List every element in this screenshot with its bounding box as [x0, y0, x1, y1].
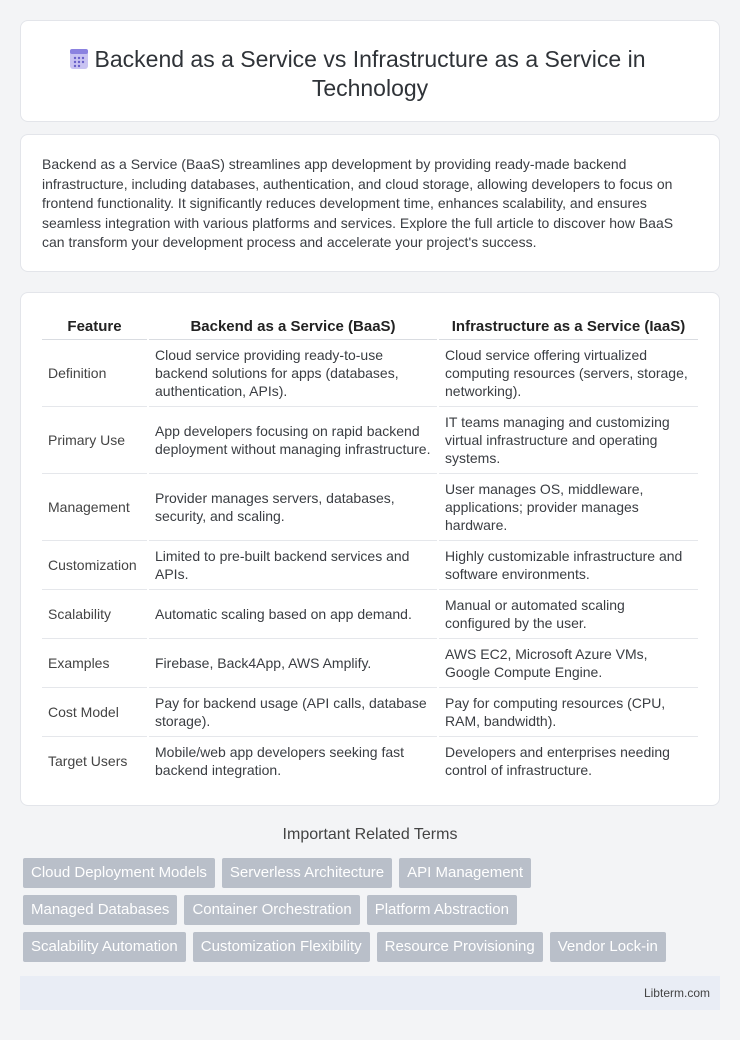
table-row — [42, 687, 698, 736]
table-row — [42, 638, 698, 687]
table-row — [42, 406, 698, 473]
iaas-cell: Pay for computing resources (CPU, RAM, bandwidth). — [438, 687, 698, 736]
baas-cell: Provider manages servers, databases, security, and scaling. — [148, 473, 438, 540]
iaas-cell: Highly customizable infrastructure and software environments. — [438, 540, 698, 589]
related-terms-title: Important Related Terms — [282, 826, 458, 843]
iaas-cell: IT teams managing and customizing virtual infrastructure and operating systems. — [438, 406, 698, 473]
related-term-tag[interactable]: Resource Provisioning — [377, 932, 543, 962]
title-card — [20, 20, 720, 122]
feature-cell: Examples — [42, 638, 148, 687]
related-term-tag[interactable]: Vendor Lock-in — [550, 932, 666, 962]
feature-cell: Cost Model — [42, 687, 148, 736]
feature-cell: Primary Use — [42, 406, 148, 473]
intro-card — [20, 134, 720, 272]
tag-row — [23, 895, 723, 925]
baas-cell: Mobile/web app developers seeking fast backend integration. — [148, 736, 438, 785]
intro-paragraph: Backend as a Service (BaaS) streamlines app development by providing ready-made backend infrastructure, including databases, authentication, and cloud storage, allowing developers to focus on frontend functionality. It significantly reduces development time, enhances scalability, and ensures seamless integration with various platforms and services. Explore the full article to discover how BaaS can transform your development process and accelerate your project's success. — [42, 156, 674, 251]
header-baas: Backend as a Service (BaaS) — [148, 315, 438, 339]
header-iaas: Infrastructure as a Service (IaaS) — [438, 315, 698, 339]
footer — [20, 976, 720, 1010]
related-term-tag[interactable]: Cloud Deployment Models — [23, 858, 215, 888]
feature-cell: Target Users — [48, 752, 128, 769]
related-term-tag[interactable]: Customization Flexibility — [193, 932, 370, 962]
comparison-table — [42, 315, 698, 785]
table-row — [42, 473, 698, 540]
baas-cell: Automatic scaling based on app demand. — [148, 589, 438, 638]
baas-cell: Pay for backend usage (API calls, database storage). — [148, 687, 438, 736]
feature-cell: Definition — [42, 339, 148, 406]
table-row — [42, 339, 698, 406]
feature-cell: Management — [42, 473, 148, 540]
baas-cell: Limited to pre-built backend services and APIs. — [148, 540, 438, 589]
iaas-cell: AWS EC2, Microsoft Azure VMs, Google Compute Engine. — [438, 638, 698, 687]
iaas-cell: Developers and enterprises needing control of infrastructure. — [438, 736, 698, 785]
related-term-tag[interactable]: Scalability Automation — [23, 932, 186, 962]
tag-row — [23, 858, 723, 888]
related-term-tag[interactable]: Serverless Architecture — [222, 858, 392, 888]
related-terms-list — [23, 858, 723, 969]
comparison-table-card — [20, 292, 720, 806]
baas-cell: App developers focusing on rapid backend deployment without managing infrastructure. — [148, 406, 438, 473]
table-row — [42, 736, 698, 785]
iaas-cell: Cloud service offering virtualized computing resources (servers, storage, networking). — [438, 339, 698, 406]
feature-cell: Customization — [42, 540, 148, 589]
iaas-cell: User manages OS, middleware, applications; provider manages hardware. — [438, 473, 698, 540]
page-title: Backend as a Service vs Infrastructure as a Service in Technology — [94, 46, 646, 101]
header-feature: Feature — [42, 315, 148, 339]
table-row — [42, 540, 698, 589]
baas-cell: Firebase, Back4App, AWS Amplify. — [148, 638, 438, 687]
table-row — [42, 589, 698, 638]
tag-row — [23, 932, 723, 962]
feature-cell: Scalability — [42, 589, 148, 638]
table-header-row — [42, 315, 698, 339]
related-term-tag[interactable]: Managed Databases — [23, 895, 177, 925]
related-term-tag[interactable]: Platform Abstraction — [367, 895, 517, 925]
baas-cell: Cloud service providing ready-to-use backend solutions for apps (databases, authentication, APIs). — [148, 339, 438, 406]
iaas-cell: Manual or automated scaling configured by the user. — [438, 589, 698, 638]
footer-site-link[interactable]: Libterm.com — [643, 986, 710, 1000]
related-term-tag[interactable]: Container Orchestration — [184, 895, 359, 925]
related-term-tag[interactable]: API Management — [399, 858, 531, 888]
